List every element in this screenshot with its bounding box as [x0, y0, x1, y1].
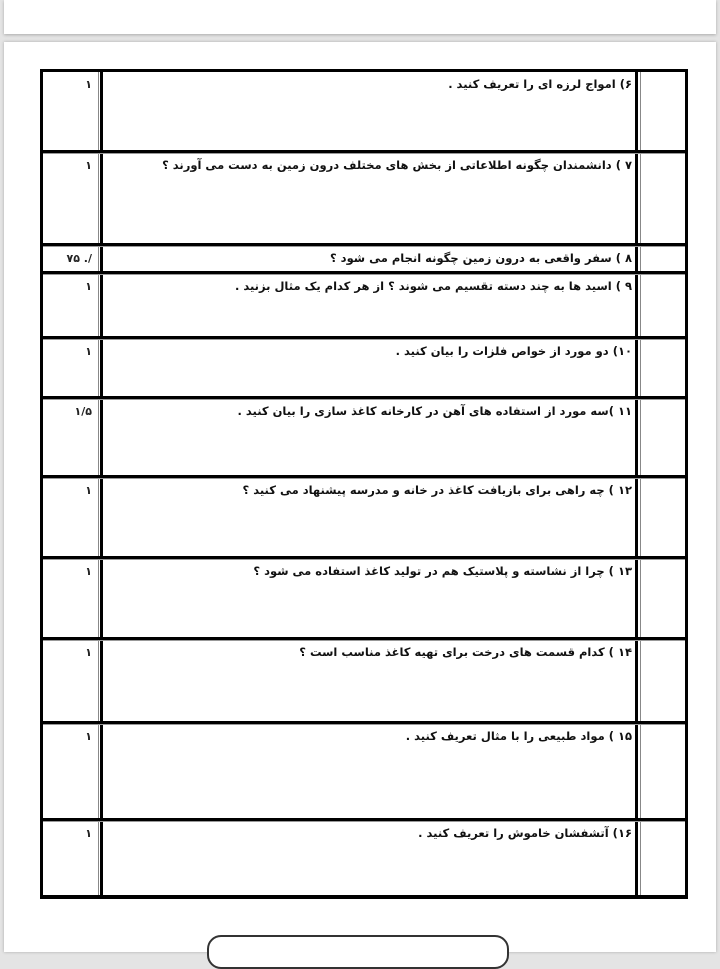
question-text: ۹ ) اسید ها به چند دسته تقسیم می شوند ؟ از هر کدام یک مثال بزنید .: [234, 279, 632, 293]
question-score: ۱: [85, 484, 92, 497]
question-score: ۱: [85, 646, 92, 659]
question-row-2: [43, 150, 685, 243]
question-score: ۱: [85, 730, 92, 743]
question-text: ۱۲ ) چه راهی برای بازیافت کاغذ در خانه و مدرسه پیشنهاد می کنید ؟: [242, 483, 632, 497]
question-text: ۷ ) دانشمندان چگونه اطلاعاتی از بخش های مختلف درون زمین به دست می آورند ؟: [162, 158, 632, 172]
question-score: ۱: [85, 159, 92, 172]
question-text: ۶) امواج لرزه ای را تعریف کنید .: [448, 77, 632, 91]
question-row-11: [43, 818, 685, 902]
question-text: ۱۱ )سه مورد از استفاده های آهن در کارخانه کاغذ سازی را بیان کنید .: [237, 404, 632, 418]
question-row-3: [43, 243, 685, 271]
question-table: [40, 69, 688, 899]
question-text: ۱۰) دو مورد از خواص فلزات را بیان کنید .: [395, 344, 632, 358]
question-row-1: [43, 72, 685, 150]
previous-page: [4, 0, 716, 34]
question-text: ۱۳ ) چرا از نشاسته و پلاستیک هم در تولید کاغذ استفاده می شود ؟: [253, 564, 632, 578]
question-row-6: [43, 396, 685, 475]
question-text: ۱۵ ) مواد طبیعی را با مثال تعریف کنید .: [405, 729, 632, 743]
question-score: ۱: [85, 827, 92, 840]
question-row-8: [43, 556, 685, 637]
question-row-4: [43, 271, 685, 336]
question-row-5: [43, 336, 685, 396]
question-row-7: [43, 475, 685, 556]
question-score: /. ۷۵: [66, 252, 92, 265]
question-text: ۸ ) سفر واقعی به درون زمین چگونه انجام می شود ؟: [330, 251, 632, 265]
question-row-10: [43, 721, 685, 818]
question-score: ۱/۵: [74, 405, 92, 418]
question-score: ۱: [85, 280, 92, 293]
question-score: ۱: [85, 565, 92, 578]
question-score: ۱: [85, 345, 92, 358]
question-row-9: [43, 637, 685, 721]
question-text: ۱۶) آتشفشان خاموش را تعریف کنید .: [418, 826, 632, 840]
question-text: ۱۴ ) کدام قسمت های درخت برای تهیه کاغذ مناسب است ؟: [299, 645, 632, 659]
footer-box: [207, 935, 509, 969]
question-score: ۱: [85, 78, 92, 91]
